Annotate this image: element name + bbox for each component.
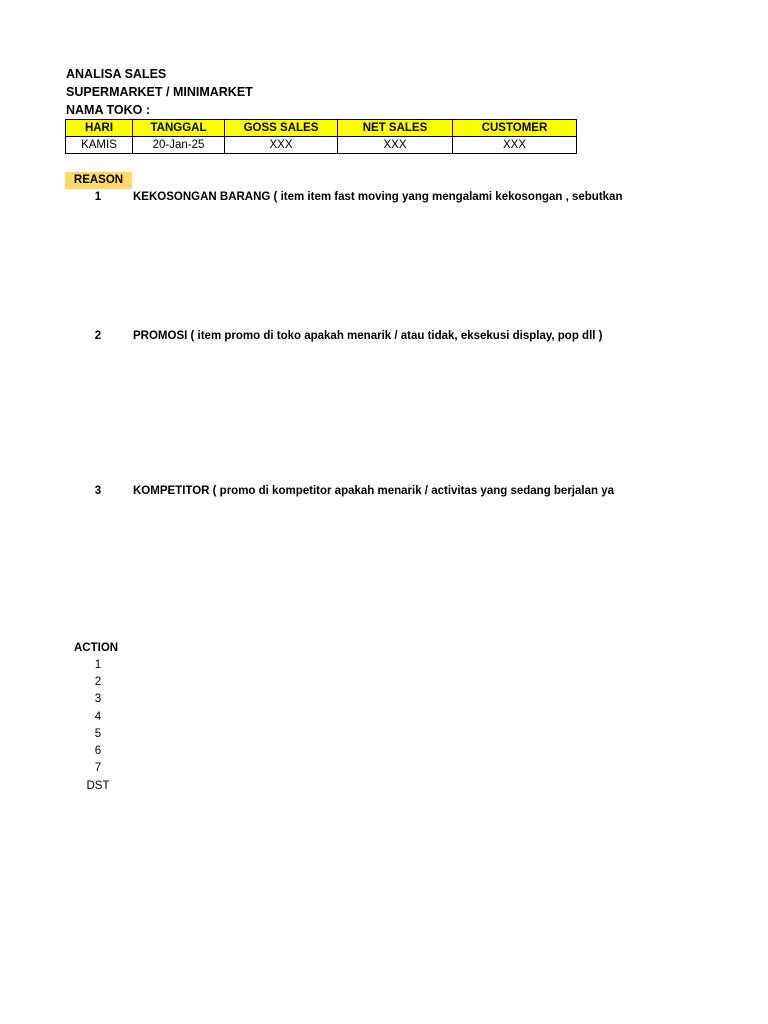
cell-goss-sales: XXX (225, 137, 338, 154)
col-header-goss-sales: GOSS SALES (225, 120, 338, 137)
reason-text: KEKOSONGAN BARANG ( item item fast moving yang mengalami kekosongan , sebutkan (133, 191, 623, 203)
action-item: 3 (94, 693, 102, 705)
action-item: DST (86, 780, 110, 792)
col-header-hari: HARI (66, 120, 133, 137)
action-label: ACTION (74, 642, 119, 654)
report-subtitle: SUPERMARKET / MINIMARKET (66, 85, 253, 99)
col-header-tanggal: TANGGAL (133, 120, 225, 137)
reason-text: KOMPETITOR ( promo di kompetitor apakah menarik / activitas yang sedang berjalan ya (133, 485, 615, 497)
action-item: 6 (94, 745, 102, 757)
reason-label: REASON (65, 172, 132, 189)
reason-number: 2 (94, 330, 102, 342)
action-item: 7 (94, 762, 102, 774)
reason-number: 3 (94, 485, 102, 497)
cell-hari: KAMIS (66, 137, 133, 154)
cell-net-sales: XXX (338, 137, 453, 154)
reason-text: PROMOSI ( item promo di toko apakah menarik / atau tidak, eksekusi display, pop dll ) (133, 330, 603, 342)
store-name-label: NAMA TOKO : (66, 103, 151, 117)
cell-customer: XXX (453, 137, 577, 154)
sales-summary-table (65, 119, 577, 154)
table-row (66, 137, 577, 154)
reason-number: 1 (94, 191, 102, 203)
action-item: 4 (94, 711, 102, 723)
col-header-net-sales: NET SALES (338, 120, 453, 137)
action-item: 5 (94, 728, 102, 740)
report-title: ANALISA SALES (66, 67, 167, 81)
cell-tanggal: 20-Jan-25 (133, 137, 225, 154)
col-header-customer: CUSTOMER (453, 120, 577, 137)
action-item: 2 (94, 676, 102, 688)
table-header-row (66, 120, 577, 137)
action-item: 1 (94, 659, 102, 671)
